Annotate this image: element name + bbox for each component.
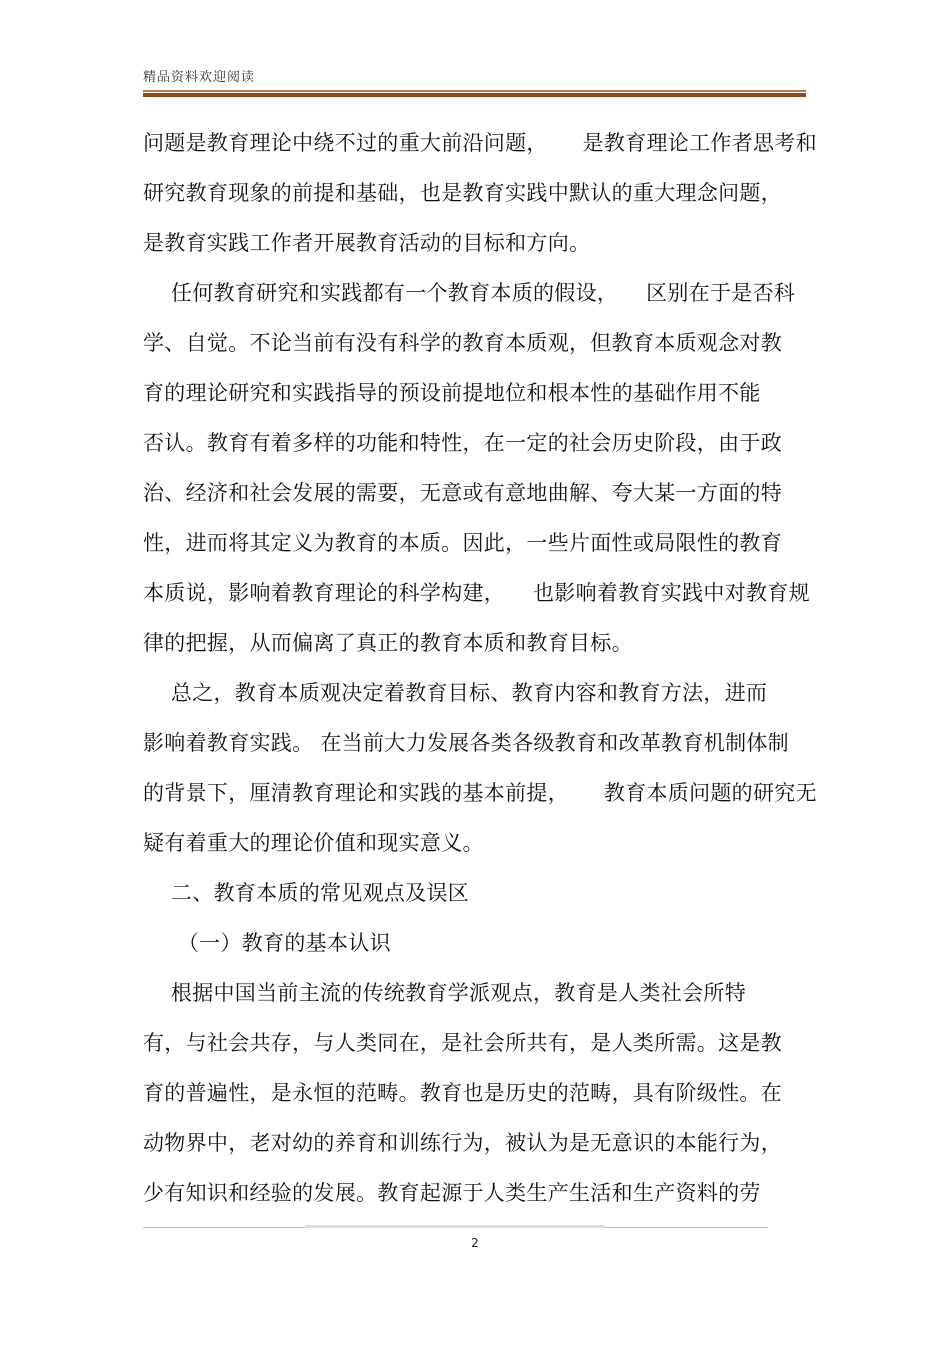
text-line: 本质说，影响着教育理论的科学构建， 也影响着教育实践中对教育规 — [143, 581, 810, 605]
text-line: 研究教育现象的前提和基础，也是教育实践中默认的重大理念问题， — [143, 181, 782, 205]
text-line: 根据中国当前主流的传统教育学派观点，教育是人类社会所特 — [143, 981, 746, 1005]
text-line: 性，进而将其定义为教育的本质。因此，一些片面性或局限性的教育 — [143, 531, 782, 555]
header-divider-thin — [143, 90, 806, 92]
text-line: 律的把握，从而偏离了真正的教育本质和教育目标。 — [143, 631, 633, 655]
text-line: 育的普遍性，是永恒的范畴。教育也是历史的范畴，具有阶级性。在 — [143, 1081, 782, 1105]
text-line: 育的理论研究和实践指导的预设前提地位和根本性的基础作用不能 — [143, 381, 761, 405]
text-line: 疑有着重大的理论价值和现实意义。 — [143, 831, 484, 855]
section-heading: 二、教育本质的常见观点及误区 — [143, 881, 470, 905]
page-header-title: 精品资料欢迎阅读 — [143, 70, 256, 85]
text-line: 任何教育研究和实践都有一个教育本质的假设， 区别在于是否科 — [143, 281, 796, 305]
document-body — [143, 118, 823, 1218]
text-line: 影响着教育实践。 在当前大力发展各类各级教育和改革教育机制体制 — [143, 731, 789, 755]
text-line: 问题是教育理论中绕不过的重大前沿问题， 是教育理论工作者思考和 — [143, 131, 817, 155]
text-line: 是教育实践工作者开展教育活动的目标和方向。 — [143, 231, 591, 255]
text-line: 有，与社会共存，与人类同在，是社会所共有，是人类所需。这是教 — [143, 1031, 782, 1055]
page-number: 2 — [471, 1236, 479, 1250]
text-line: 否认。教育有着多样的功能和特性，在一定的社会历史阶段，由于政 — [143, 431, 782, 455]
text-line: 总之，教育本质观决定着教育目标、教育内容和教育方法，进而 — [143, 681, 768, 705]
subsection-heading: （一）教育的基本认识 — [143, 931, 391, 955]
text-line: 治、经济和社会发展的需要，无意或有意地曲解、夸大某一方面的特 — [143, 481, 782, 505]
text-line: 的背景下，厘清教育理论和实践的基本前提， 教育本质问题的研究无 — [143, 781, 817, 805]
header-divider-thick — [143, 93, 806, 97]
footer-divider-accent — [305, 1225, 605, 1228]
text-line: 少有知识和经验的发展。教育起源于人类生产生活和生产资料的劳 — [143, 1181, 761, 1205]
text-line: 动物界中，老对幼的养育和训练行为，被认为是无意识的本能行为， — [143, 1131, 782, 1155]
text-line: 学、自觉。不论当前有没有科学的教育本质观，但教育本质观念对教 — [143, 331, 782, 355]
